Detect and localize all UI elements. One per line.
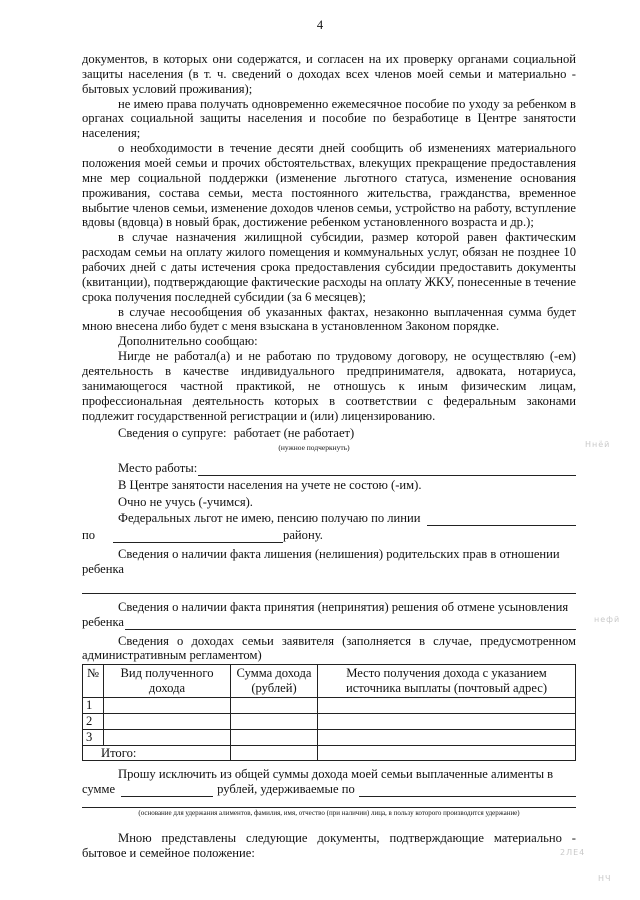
- paragraph-documents-consent: документов, в которых они содержатся, и согласен на их проверку органами социальной защиты населения (в т. ч. сведений о доходах всех членов моей семьи и материально - бытовых условий проживания);: [82, 52, 576, 96]
- spouse-info: [82, 426, 576, 441]
- table-row: [83, 729, 576, 745]
- total-amount-cell[interactable]: [231, 745, 318, 761]
- scan-artifact: 2ЛЕ4: [560, 848, 586, 857]
- parental-rights-child-label: ребенка: [82, 562, 124, 576]
- adoption-text: Сведения о наличии факта принятия (непринятия) решения об отмене усыновления: [118, 599, 569, 614]
- district-label: району.: [283, 528, 323, 543]
- alimony-sum-field[interactable]: [121, 784, 213, 797]
- scan-artifact: НЧ: [598, 874, 612, 883]
- header-income-source: Место получения дохода с указанием источника выплаты (почтовый адрес): [318, 665, 576, 698]
- scan-artifact: Ннёй: [585, 440, 611, 449]
- alimony-hint: (основание для удержания алиментов, фамилия, имя, отчество (при наличии) лица, в пользу которого производится удержание): [138, 809, 520, 818]
- spouse-label: Сведения о супруге:: [118, 426, 227, 441]
- paragraph-housing-subsidy: в случае назначения жилищной субсидии, размер которой равен фактическим расходам семьи на оплату жилого помещения и коммунальных услуг, обязан не позднее 10 рабочих дней с даты истечения срока предоставления субсидии предоставить документы (квитанции), подтверждающие фактические расходы на оплату ЖКУ, понесенные в течение срока получения последней субсидии (за 6 месяцев);: [82, 230, 576, 304]
- workplace-field[interactable]: [198, 463, 576, 476]
- alimony-rub-label: рублей, удерживаемые по: [217, 782, 355, 797]
- scan-artifact: нефй: [594, 615, 621, 624]
- total-label: Итого:: [83, 745, 231, 761]
- district-row: [82, 528, 576, 543]
- employment-center-statement: В Центре занятости населения на учете не состою (-им).: [118, 477, 422, 492]
- benefits-row: [82, 511, 576, 526]
- paragraph-report-changes: о необходимости в течение десяти дней сообщить об изменениях материального положения моей семьи и прочих обстоятельствах, влекущих прекращение предоставления мне мер социальной поддержки (изменение льготного статуса, изменение основания проживания, состава семьи, места постоянного жительства, гражданства, временное выбытие членов семьи, изменение доходов членов семьи, устройство на работу, вступление вдовы (вдовца) в новый брак, достижение ребенком установленного возраста и др.);: [82, 141, 576, 230]
- underline-hint: (нужное подчеркнуть): [278, 443, 350, 453]
- adoption-field[interactable]: [125, 617, 576, 630]
- paragraph-additional-heading: Дополнительно сообщаю:: [118, 334, 258, 349]
- district-field[interactable]: [113, 530, 283, 543]
- income-type-cell[interactable]: [104, 729, 231, 745]
- alimony-row: [82, 782, 576, 797]
- income-amount-cell[interactable]: [231, 698, 318, 714]
- header-income-amount: Сумма дохода (рублей): [231, 665, 318, 698]
- row-number: 2: [83, 713, 104, 729]
- alimony-basis-line[interactable]: [82, 797, 576, 808]
- row-number: 3: [83, 729, 104, 745]
- alimony-sum-label: сумме: [82, 782, 116, 797]
- benefits-label: Федеральных льгот не имею, пенсию получаю по линии: [118, 511, 421, 526]
- paragraph-no-double-benefit: не имею права получать одновременно ежемесячное пособие по уходу за ребенком в органах социальной защиты населения и пособие по безработице в Центре занятости населения;: [82, 96, 576, 141]
- table-total-row: [83, 745, 576, 761]
- income-table-header: [83, 665, 576, 698]
- page-number: 4: [316, 18, 324, 32]
- total-source-cell: [318, 745, 576, 761]
- header-number: №: [83, 665, 104, 698]
- income-type-cell[interactable]: [104, 698, 231, 714]
- table-row: [83, 698, 576, 714]
- header-income-type: Вид полученного дохода: [104, 665, 231, 698]
- pension-line-field[interactable]: [427, 513, 576, 526]
- alimony-basis-field[interactable]: [359, 784, 576, 797]
- income-amount-cell[interactable]: [231, 729, 318, 745]
- income-amount-cell[interactable]: [231, 713, 318, 729]
- adoption-child-label: ребенка: [82, 614, 124, 629]
- paragraph-repayment: в случае несообщения об указанных фактах, незаконно выплаченная сумма будет мною внесена либо будет с меня взыскана в установленном Законом порядке.: [82, 304, 576, 334]
- income-intro: Сведения о доходах семьи заявителя (заполняется в случае, предусмотренном административным регламентом): [82, 633, 576, 663]
- adoption-row: [82, 615, 576, 630]
- alimony-request: Прошу исключить из общей суммы дохода моей семьи выплаченные алименты в: [118, 767, 554, 782]
- income-source-cell[interactable]: [318, 698, 576, 714]
- table-row: [83, 713, 576, 729]
- workplace-row: [82, 461, 576, 476]
- row-number: 1: [83, 698, 104, 714]
- by-label: по: [82, 528, 96, 543]
- page-body: [82, 52, 576, 861]
- parental-rights-field[interactable]: [82, 579, 576, 594]
- spouse-status: работает (не работает): [233, 426, 355, 441]
- paragraph-not-employed: Нигде не работал(а) и не работаю по трудовому договору, не осуществляю (-ем) деятельность в качестве индивидуального предпринимателя, адвоката, нотариуса, занимающегося частной практикой, не отношусь к иным физическим лицам, профессиональная деятельность которых в соответствии с федеральным законами подлежит государственной регистрации и (или) лицензированию.: [82, 349, 576, 423]
- income-table: [82, 664, 576, 761]
- documents-intro: Мною представлены следующие документы, подтверждающие материально - бытовое и семейное положение:: [82, 831, 576, 861]
- study-statement: Очно не учусь (-учимся).: [118, 494, 253, 509]
- income-type-cell[interactable]: [104, 713, 231, 729]
- income-source-cell[interactable]: [318, 729, 576, 745]
- parental-rights-text: Сведения о наличии факта лишения (нелишения) родительских прав в отношении: [118, 547, 560, 562]
- income-source-cell[interactable]: [318, 713, 576, 729]
- workplace-label: Место работы:: [118, 460, 198, 475]
